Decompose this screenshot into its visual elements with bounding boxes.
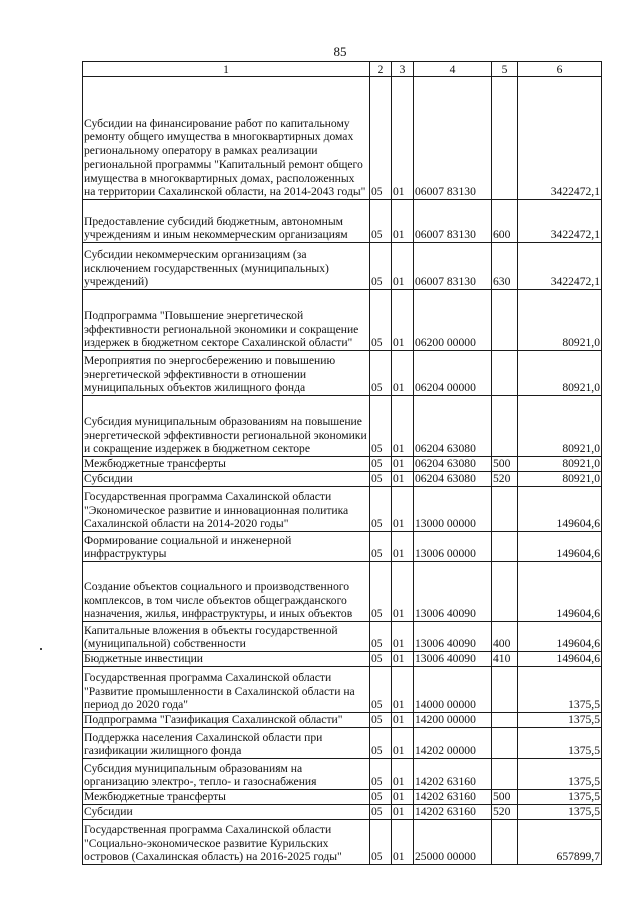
- row-expense-type: 400: [492, 622, 518, 652]
- row-name: Создание объектов социального и производственного комплексов, в том числе объектов общегражданского назначения, жилья, инфраструктуры, и иных объектов: [83, 562, 370, 622]
- row-expense-type: 630: [492, 243, 518, 290]
- row-subsection: 01: [392, 728, 414, 759]
- row-expense-type: [492, 562, 518, 622]
- table-row: [83, 759, 602, 790]
- table-row: [83, 713, 602, 728]
- row-section: 05: [370, 820, 392, 865]
- row-subsection: 01: [392, 396, 414, 457]
- row-name: Формирование социальной и инженерной инфраструктуры: [83, 532, 370, 562]
- table-row: [83, 487, 602, 532]
- row-amount: 1375,5: [518, 713, 602, 728]
- row-section: 05: [370, 77, 392, 200]
- row-amount: 80921,0: [518, 290, 602, 351]
- row-target-article: 14202 63160: [414, 759, 492, 790]
- row-amount: 149604,6: [518, 532, 602, 562]
- row-name: Государственная программа Сахалинской области "Развитие промышленности в Сахалинской области на период до 2020 года": [83, 667, 370, 713]
- row-target-article: 06204 00000: [414, 351, 492, 396]
- row-name: Государственная программа Сахалинской области "Экономическое развитие и инновационная политика Сахалинской области на 2014-2020 годы": [83, 487, 370, 532]
- row-section: 05: [370, 652, 392, 667]
- row-subsection: 01: [392, 532, 414, 562]
- row-amount: 149604,6: [518, 562, 602, 622]
- row-name: Субсидии некоммерческим организациям (за исключением государственных (муниципальных) учреждений): [83, 243, 370, 290]
- column-header-4: 4: [414, 62, 492, 77]
- row-name: Субсидии: [83, 805, 370, 820]
- row-subsection: 01: [392, 622, 414, 652]
- row-amount: 149604,6: [518, 487, 602, 532]
- table-row: [83, 652, 602, 667]
- table-row: [83, 77, 602, 200]
- row-name: Бюджетные инвестиции: [83, 652, 370, 667]
- table-row: [83, 243, 602, 290]
- row-name: Межбюджетные трансферты: [83, 790, 370, 805]
- scan-speck: [40, 648, 42, 650]
- row-subsection: 01: [392, 805, 414, 820]
- row-target-article: 06200 00000: [414, 290, 492, 351]
- row-expense-type: [492, 759, 518, 790]
- row-expense-type: 500: [492, 457, 518, 472]
- row-amount: 3422472,1: [518, 77, 602, 200]
- row-expense-type: 520: [492, 805, 518, 820]
- row-subsection: 01: [392, 487, 414, 532]
- row-amount: 1375,5: [518, 790, 602, 805]
- row-amount: 1375,5: [518, 805, 602, 820]
- column-header-5: 5: [492, 62, 518, 77]
- row-expense-type: [492, 713, 518, 728]
- row-subsection: 01: [392, 652, 414, 667]
- row-target-article: 13006 40090: [414, 652, 492, 667]
- row-name: Подпрограмма "Газификация Сахалинской области": [83, 713, 370, 728]
- table-row: [83, 728, 602, 759]
- row-expense-type: [492, 396, 518, 457]
- budget-table: [82, 61, 602, 865]
- row-section: 05: [370, 759, 392, 790]
- row-expense-type: 600: [492, 200, 518, 243]
- row-subsection: 01: [392, 790, 414, 805]
- row-expense-type: [492, 351, 518, 396]
- row-subsection: 01: [392, 77, 414, 200]
- row-section: 05: [370, 243, 392, 290]
- row-section: 05: [370, 472, 392, 487]
- row-section: 05: [370, 562, 392, 622]
- row-amount: 149604,6: [518, 622, 602, 652]
- row-section: 05: [370, 728, 392, 759]
- row-target-article: 06204 63080: [414, 457, 492, 472]
- table-row: [83, 396, 602, 457]
- table-row: [83, 200, 602, 243]
- row-subsection: 01: [392, 667, 414, 713]
- table-row: [83, 820, 602, 865]
- table-header-row: [83, 62, 602, 77]
- row-target-article: 14200 00000: [414, 713, 492, 728]
- row-expense-type: [492, 728, 518, 759]
- row-expense-type: [492, 820, 518, 865]
- row-amount: 1375,5: [518, 728, 602, 759]
- row-amount: 1375,5: [518, 667, 602, 713]
- row-target-article: 14000 00000: [414, 667, 492, 713]
- row-target-article: 13006 40090: [414, 622, 492, 652]
- row-target-article: 13006 40090: [414, 562, 492, 622]
- row-section: 05: [370, 487, 392, 532]
- row-section: 05: [370, 290, 392, 351]
- row-amount: 80921,0: [518, 396, 602, 457]
- page-number: 85: [333, 44, 347, 59]
- row-target-article: 06007 83130: [414, 243, 492, 290]
- row-expense-type: [492, 667, 518, 713]
- row-expense-type: 520: [492, 472, 518, 487]
- row-name: Мероприятия по энергосбережению и повышению энергетической эффективности в отношении муниципальных объектов жилищного фонда: [83, 351, 370, 396]
- table-row: [83, 290, 602, 351]
- row-name: Субсидии на финансирование работ по капитальному ремонту общего имущества в многоквартирных домах региональному оператору в рамках реализации региональной программы "Капитальный ремонт общего имущества в многоквартирных домах, расположенных на территории Сахалинской области, на 2014-2043 годы": [83, 77, 370, 200]
- row-amount: 80921,0: [518, 351, 602, 396]
- row-name: Субсидии: [83, 472, 370, 487]
- row-expense-type: [492, 487, 518, 532]
- row-target-article: 13000 00000: [414, 487, 492, 532]
- row-section: 05: [370, 200, 392, 243]
- row-expense-type: [492, 77, 518, 200]
- row-target-article: 13006 00000: [414, 532, 492, 562]
- row-section: 05: [370, 667, 392, 713]
- row-subsection: 01: [392, 562, 414, 622]
- row-name: Предоставление субсидий бюджетным, автономным учреждениям и иным некоммерческим организациям: [83, 200, 370, 243]
- table-row: [83, 562, 602, 622]
- row-subsection: 01: [392, 713, 414, 728]
- row-subsection: 01: [392, 290, 414, 351]
- table-row: [83, 351, 602, 396]
- row-name: Государственная программа Сахалинской области "Социально-экономическое развитие Курильских островов (Сахалинская область) на 2016-2025 годы": [83, 820, 370, 865]
- row-section: 05: [370, 790, 392, 805]
- column-header-3: 3: [392, 62, 414, 77]
- row-section: 05: [370, 622, 392, 652]
- row-section: 05: [370, 457, 392, 472]
- row-subsection: 01: [392, 759, 414, 790]
- table-row: [83, 667, 602, 713]
- table-row: [83, 622, 602, 652]
- table-row: [83, 457, 602, 472]
- row-subsection: 01: [392, 472, 414, 487]
- row-target-article: 14202 63160: [414, 805, 492, 820]
- table-row: [83, 532, 602, 562]
- row-section: 05: [370, 713, 392, 728]
- row-subsection: 01: [392, 820, 414, 865]
- row-subsection: 01: [392, 351, 414, 396]
- column-header-1: 1: [83, 62, 370, 77]
- row-target-article: 06204 63080: [414, 472, 492, 487]
- row-amount: 657899,7: [518, 820, 602, 865]
- row-target-article: 06007 83130: [414, 77, 492, 200]
- row-section: 05: [370, 396, 392, 457]
- row-subsection: 01: [392, 457, 414, 472]
- row-amount: 3422472,1: [518, 200, 602, 243]
- row-section: 05: [370, 351, 392, 396]
- row-target-article: 14202 63160: [414, 790, 492, 805]
- row-target-article: 06204 63080: [414, 396, 492, 457]
- row-expense-type: [492, 290, 518, 351]
- column-header-6: 6: [518, 62, 602, 77]
- row-subsection: 01: [392, 200, 414, 243]
- row-amount: 80921,0: [518, 472, 602, 487]
- table-row: [83, 790, 602, 805]
- row-amount: 149604,6: [518, 652, 602, 667]
- table-row: [83, 805, 602, 820]
- row-name: Капитальные вложения в объекты государственной (муниципальной) собственности: [83, 622, 370, 652]
- row-amount: 1375,5: [518, 759, 602, 790]
- row-subsection: 01: [392, 243, 414, 290]
- row-name: Подпрограмма "Повышение энергетической эффективности региональной экономики и сокращение издержек в бюджетном секторе Сахалинской области": [83, 290, 370, 351]
- row-target-article: 25000 00000: [414, 820, 492, 865]
- row-amount: 80921,0: [518, 457, 602, 472]
- row-name: Поддержка населения Сахалинской области при газификации жилищного фонда: [83, 728, 370, 759]
- row-name: Субсидия муниципальным образованиям на повышение энергетической эффективности региональной экономики и сокращение издержек в бюджетном секторе: [83, 396, 370, 457]
- row-name: Субсидия муниципальным образованиям на организацию электро-, тепло- и газоснабжения: [83, 759, 370, 790]
- row-target-article: 06007 83130: [414, 200, 492, 243]
- row-section: 05: [370, 532, 392, 562]
- row-amount: 3422472,1: [518, 243, 602, 290]
- row-expense-type: [492, 532, 518, 562]
- row-section: 05: [370, 805, 392, 820]
- table-row: [83, 472, 602, 487]
- column-header-2: 2: [370, 62, 392, 77]
- row-name: Межбюджетные трансферты: [83, 457, 370, 472]
- row-target-article: 14202 00000: [414, 728, 492, 759]
- row-expense-type: 500: [492, 790, 518, 805]
- row-expense-type: 410: [492, 652, 518, 667]
